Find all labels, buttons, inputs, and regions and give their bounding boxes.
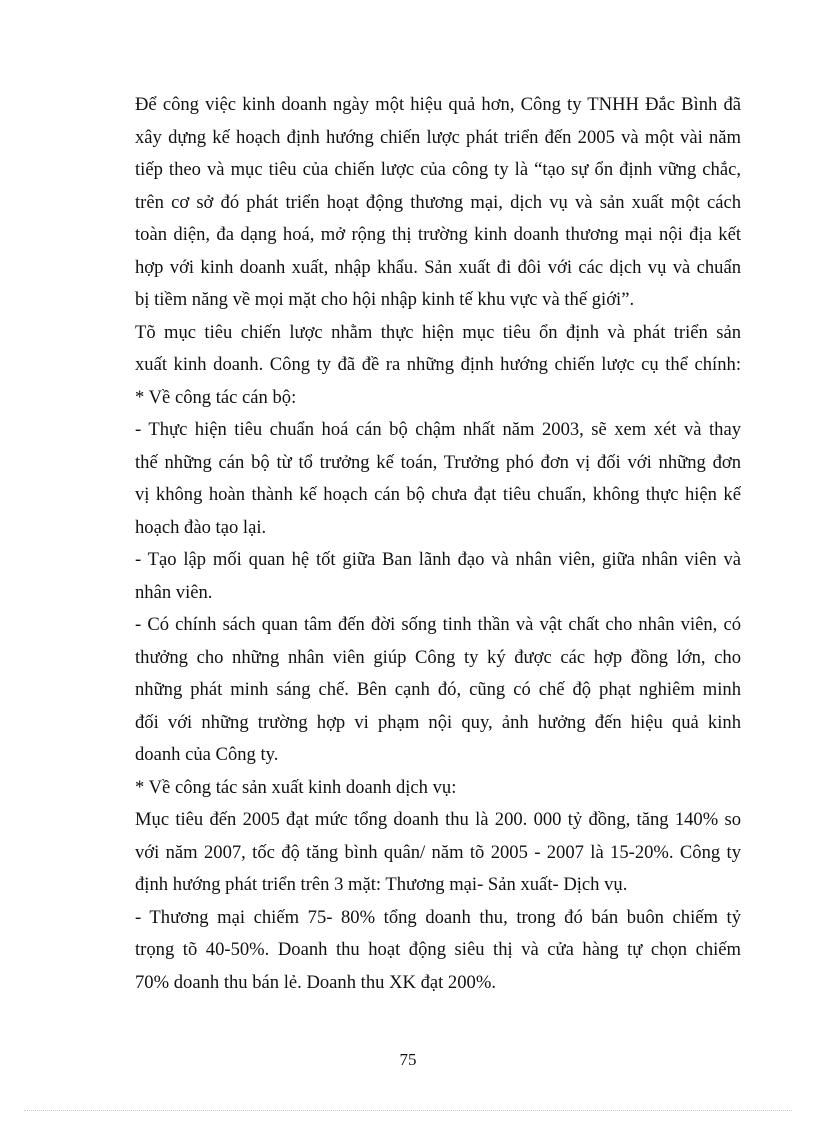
text-line: Tõ mục tiêu chiến lược nhằm thực hiện mục tiêu ổn định và phát triển sản [135, 321, 741, 343]
page-number: 75 [399, 1050, 417, 1069]
text-line: trên cơ sở đó phát triển hoạt động thương mại, dịch vụ và sản xuất một cách [135, 191, 741, 213]
text-line: 70% doanh thu bán lẻ. Doanh thu XK đạt 200%. [135, 971, 496, 993]
text-line: Mục tiêu đến 2005 đạt mức tổng doanh thu là 200. 000 tỷ đồng, tăng 140% so [135, 809, 741, 830]
text-line: những phát minh sáng chế. Bên cạnh đó, cũng có chế độ phạt nghiêm minh [135, 679, 741, 700]
text-line: đối với những trường hợp vi phạm nội quy, ảnh hưởng đến hiệu quả kinh [135, 711, 741, 733]
text-line: - Thương mại chiếm 75- 80% tổng doanh thu, trong đó bán buôn chiếm tỷ [135, 906, 741, 928]
text-line: - Có chính sách quan tâm đến đời sống tinh thần và vật chất cho nhân viên, có [135, 614, 741, 635]
text-line: bị tiềm năng về mọi mặt cho hội nhập kinh tế khu vực và thế giới”. [135, 289, 635, 310]
text-line: vị không hoàn thành kế hoạch cán bộ chưa đạt tiêu chuẩn, không thực hiện kế [135, 484, 741, 505]
text-line: định hướng phát triển trên 3 mặt: Thương mại- Sản xuất- Dịch vụ. [135, 874, 628, 895]
text-line: Để công việc kinh doanh ngày một hiệu quả hơn, Công ty TNHH Đắc Bình đã [135, 94, 741, 115]
text-line: doanh của Công ty. [135, 744, 279, 765]
text-line: trọng tõ 40-50%. Doanh thu hoạt động siêu thị và cửa hàng tự chọn chiếm [135, 939, 741, 960]
text-line: xuất kinh doanh. Công ty đã đề ra những định hướng chiến lược cụ thể chính: [135, 354, 741, 375]
text-line: với năm 2007, tốc độ tăng bình quân/ năm tõ 2005 - 2007 là 15-20%. Công ty [135, 841, 741, 863]
text-line: toàn diện, đa dạng hoá, mở rộng thị trường kinh doanh thương mại nội địa kết [135, 224, 741, 245]
text-line: xây dựng kế hoạch định hướng chiến lược phát triển đến 2005 và một vài năm [135, 126, 741, 148]
text-line: tiếp theo và mục tiêu của chiến lược của công ty là “tạo sự ổn định vững chắc, [135, 159, 741, 180]
section-heading: * Về công tác cán bộ: [135, 386, 297, 408]
text-line: thưởng cho những nhân viên giúp Công ty ký được các hợp đồng lớn, cho [135, 646, 741, 668]
section-heading: * Về công tác sản xuất kinh doanh dịch vụ: [135, 776, 457, 798]
text-line: - Thực hiện tiêu chuẩn hoá cán bộ chậm nhất năm 2003, sẽ xem xét và thay [135, 419, 741, 440]
document-body [135, 89, 741, 999]
text-line: thế những cán bộ từ tổ trưởng kế toán, Trưởng phó đơn vị đối với những đơn [135, 451, 741, 473]
text-line: nhân viên. [135, 581, 213, 603]
text-line: - Tạo lập mối quan hệ tốt giữa Ban lãnh đạo và nhân viên, giữa nhân viên và [135, 549, 741, 570]
footer-divider [24, 1110, 792, 1111]
text-line: hợp với kinh doanh xuất, nhập khẩu. Sản xuất đi đôi với các dịch vụ và chuẩn [135, 256, 741, 278]
text-line: hoạch đào tạo lại. [135, 516, 267, 538]
